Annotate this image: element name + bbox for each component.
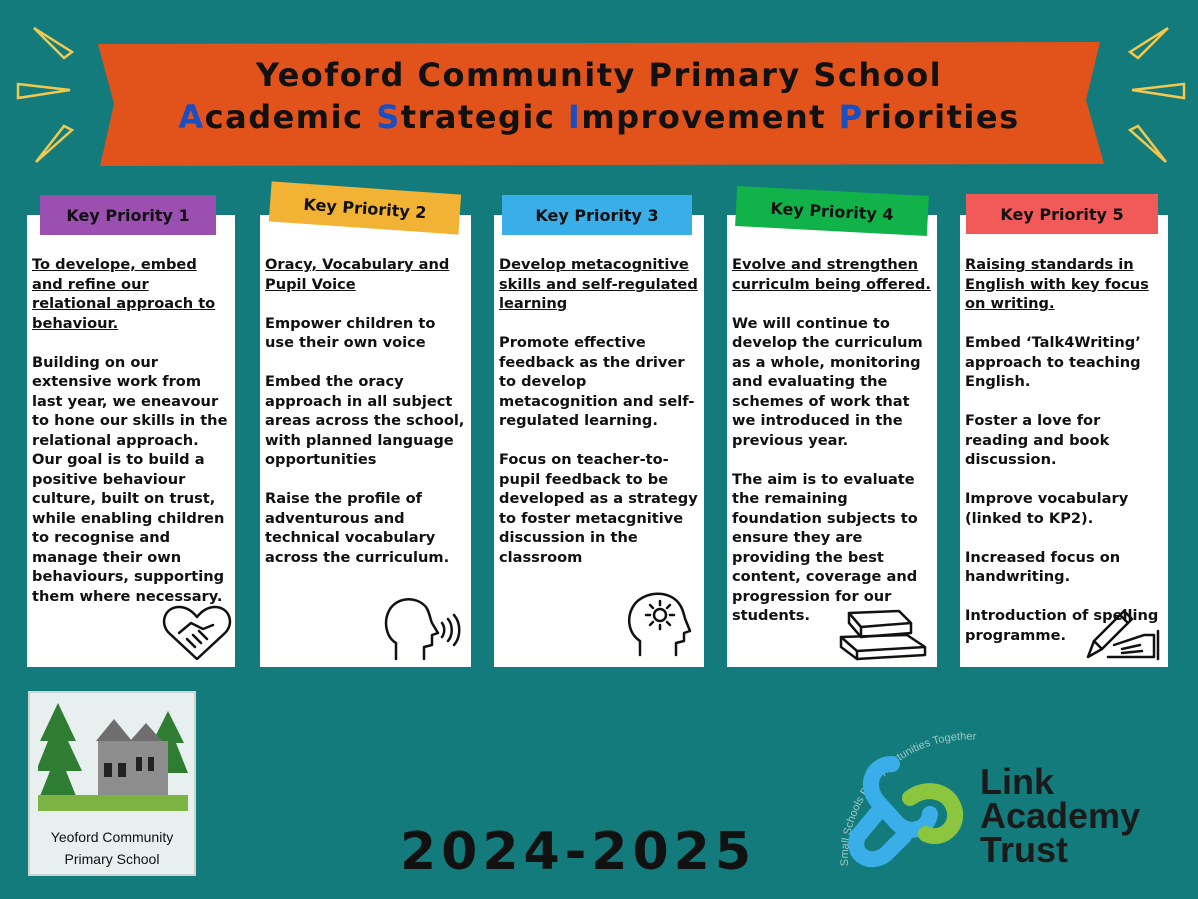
school-logo-line-1: Yeoford Community xyxy=(50,829,174,845)
left-rays-icon xyxy=(14,22,84,172)
hand-writing-icon xyxy=(1084,605,1162,661)
school-logo xyxy=(28,691,196,876)
title-banner xyxy=(90,40,1108,168)
priority-2-heading: Oracy, Vocabulary and Pupil Voice xyxy=(265,256,450,293)
academic-year: 2024-2025 xyxy=(400,822,757,882)
trust-name: Link Academy Trust xyxy=(980,761,1141,870)
books-icon xyxy=(837,609,929,661)
priority-card-5 xyxy=(960,215,1168,667)
key-priority-5-tag: Key Priority 5 xyxy=(966,194,1158,234)
priority-5-text-2: Foster a love for reading and book discussion. xyxy=(965,412,1110,468)
trust-arc-text: Small Schools Big Opportunities Together xyxy=(838,730,977,867)
priority-5-text-3: Improve vocabulary (linked to KP2). xyxy=(965,490,1129,527)
priority-1-text: Building on our extensive work from last year, we eneavour to hone our skills in the relational approach. Our goal is to build a positive behaviour culture, built on trust, while enabling children to recognise and manage their own behaviours, supporting them where necessary. xyxy=(32,353,228,605)
priority-3-text-1: Promote effective feedback as the driver to develop metacognition and self-regulated learning. xyxy=(499,334,695,429)
priority-3-text-2: Focus on teacher-to-pupil feedback to be developed as a strategy to foster metacgnitive discussion in the classroom xyxy=(499,451,698,566)
key-priority-1-tag: Key Priority 1 xyxy=(40,195,216,235)
head-gear-icon xyxy=(626,589,692,657)
priority-5-text-5: Introduction of spelling programme. xyxy=(965,607,1159,644)
school-building-icon xyxy=(38,701,188,811)
priority-5-text-4: Increased focus on handwriting. xyxy=(965,548,1121,585)
priority-5-heading: Raising standards in English with key focus on writing. xyxy=(965,256,1149,312)
chain-link-icon xyxy=(856,764,955,859)
right-rays-icon xyxy=(1118,22,1188,172)
key-priority-3-tag: Key Priority 3 xyxy=(502,195,692,235)
priority-card-2 xyxy=(260,215,471,667)
priority-4-text-2: The aim is to evaluate the remaining foundation subjects to ensure they are providing the best content, coverage and progression for our students. xyxy=(732,470,918,624)
key-priority-4-tag: Key Priority 4 xyxy=(735,186,929,236)
priority-card-1 xyxy=(27,215,235,667)
priority-2-text-3: Raise the profile of adventurous and technical vocabulary across the curriculum. xyxy=(265,490,450,566)
speaking-head-icon xyxy=(382,593,462,663)
priorities-subtitle: Academic Strategic Improvement Priorities xyxy=(178,98,1020,136)
priority-2-text-2: Embed the oracy approach in all subject areas across the school, with planned language opportunities xyxy=(265,373,465,468)
school-title: Yeoford Community Primary School xyxy=(255,56,943,94)
priority-card-3 xyxy=(494,215,704,667)
priority-3-heading: Develop metacognitive skills and self-regulated learning xyxy=(499,256,698,312)
school-logo-line-2: Primary School xyxy=(64,851,160,867)
heart-handshake-icon xyxy=(161,603,233,663)
priority-card-4 xyxy=(727,215,937,667)
priority-2-text-1: Empower children to use their own voice xyxy=(265,314,436,351)
priority-4-heading: Evolve and strengthen curriculm being offered. xyxy=(732,256,931,293)
key-priority-2-tag: Key Priority 2 xyxy=(269,181,461,234)
priority-4-text-1: We will continue to develop the curriculum as a whole, monitoring and evaluating the schemes of work that we introduced in the previous year. xyxy=(732,314,923,449)
priority-5-text-1: Embed ‘Talk4Writing’ approach to teaching English. xyxy=(965,334,1141,390)
priority-1-heading: To develope, embed and refine our relational approach to behaviour. xyxy=(32,256,216,332)
